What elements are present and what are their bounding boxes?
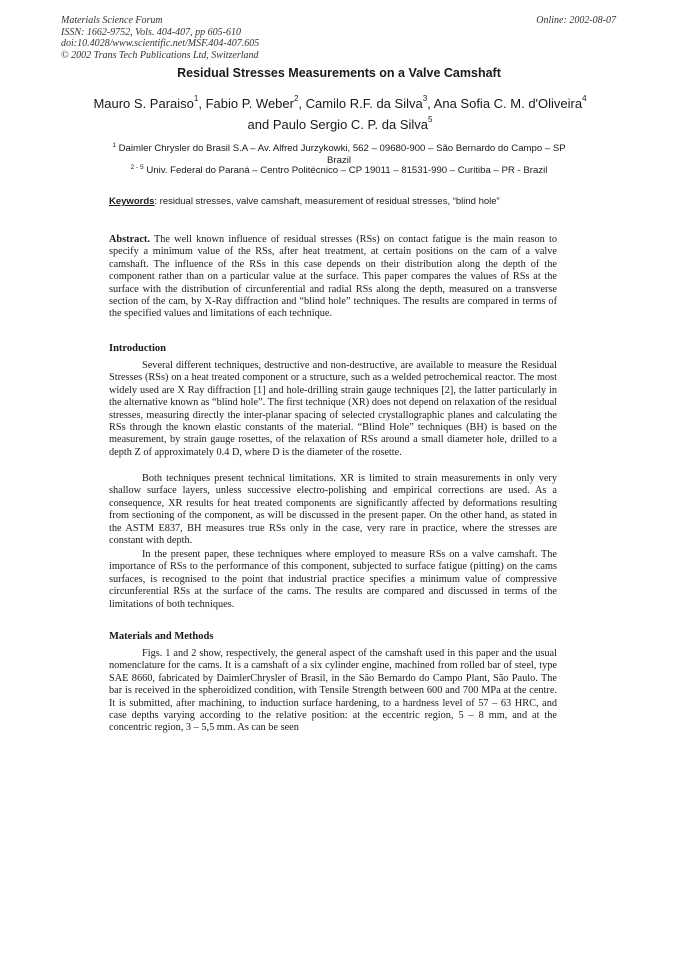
keywords-line <box>109 196 500 207</box>
abstract-paragraph <box>109 234 557 321</box>
author-sep: , <box>198 96 206 111</box>
author-list <box>90 93 590 135</box>
keywords-text: : residual stresses, valve camshaft, measurement of residual stresses, “blind hole” <box>154 196 500 207</box>
affiliation-text: Daimler Chrysler do Brasil S.A – Av. Alfred Jurzykowki, 562 – 09680-900 – São Bernardo do Campo – SP Brazil <box>118 143 566 166</box>
materials-heading: Materials and Methods <box>109 631 214 642</box>
author-name: Camilo R.F. da Silva <box>305 96 423 111</box>
author-sup: 1 <box>193 94 199 103</box>
author-sep: , <box>298 96 306 111</box>
abstract-label: Abstract. <box>109 234 150 245</box>
author-sup: 4 <box>582 94 587 103</box>
intro-paragraph-2: Both techniques present technical limitations. XR is limited to strain measurements in only very shallow surface layers, unless successive electro-polishing and empirical corrections are used. As a consequence, XR results for heat treated components are significantly affected by deformations resulting from sectioning of the component, as will be discussed in the present paper. On the other hand, as stated in the ASTM E837, BH measures true RSs only in the case, very rare in practice, where the stresses are constant with depth. <box>109 473 557 547</box>
intro-paragraph-3: In the present paper, these techniques where employed to measure RSs on a valve camshaft. The importance of RSs to the performance of this component, subjected to surface fatigue (pitting) on the cams surfaces, is recognised to the point that industrial practice specifies a minimum value of compressive circunferential RSs at the surface of the cams. The results are compared and discussed in terms of the limitations of both techniques. <box>109 549 557 610</box>
author-sup: 2 <box>293 94 299 103</box>
affiliation-2 <box>105 165 573 177</box>
author-sep: , <box>427 96 434 111</box>
copyright-line: © 2002 Trans Tech Publications Ltd, Switzerland <box>61 49 259 61</box>
affiliation-text: Univ. Federal do Paraná – Centro Politécnico – CP 19011 – 81531-990 – Curitiba – PR - Brazil <box>146 165 548 176</box>
author-name: Mauro S. Paraiso <box>93 96 194 111</box>
affiliation-sup: 2 - 5 <box>130 164 144 171</box>
online-date: Online: 2002-08-07 <box>536 15 616 26</box>
journal-name: Materials Science Forum <box>61 15 163 26</box>
author-sup: 3 <box>422 94 428 103</box>
author-sep: and <box>247 117 273 132</box>
author-sup: 5 <box>428 115 433 124</box>
abstract-text: The well known influence of residual stresses (RSs) on contact fatigue is the main reason to specify a minimum value of the RSs, after heat treatment, at certain positions on the cam of a valve camshaft. The influence of the RSs in this case depends on their distribution along the depth of the component rather than on a particular value at the surface. This paper compares the values of RSs at the surface with the distribution of circunferential and radial RSs along the depth, measured on a transverse section of the cam, by X-Ray diffraction and “blind hole” techniques. The results are compared in terms of the specified values and limitations of each technique. <box>109 234 557 320</box>
issn-line: ISSN: 1662-9752, Vols. 404-407, pp 605-610 <box>61 26 241 38</box>
paper-title: Residual Stresses Measurements on a Valve Camshaft <box>177 66 501 80</box>
journal-info <box>61 15 259 61</box>
author-name: Paulo Sergio C. P. da Silva <box>272 117 428 132</box>
author-name: Ana Sofia C. M. d'Oliveira <box>433 96 583 111</box>
intro-paragraph-1: Several different techniques, destructive and non-destructive, are available to measure the Residual Stresses (RSs) on a heat treated component or a structure, such as a welded petrochemical reactor. The most widely used are X Ray diffraction [1] and hole-drilling strain gauge techniques [2], the latter particularly in the alternative known as “blind hole”. The first technique (XR) does not depend on relaxation of the residual stresses, measuring directly the inter-planar spacing of selected crystallographic planes and calculating the RSs through the known elastic constants of the material. “Blind Hole” techniques (BH) is based on the measurement, by strain gauge rosettes, of the relaxation of RSs around a small diameter hole, drilled to a depth Z of approximately 0.4 D, where D is the diameter of the rosette. <box>109 360 557 458</box>
doi-line: doi:10.4028/www.scientific.net/MSF.404-407.605 <box>61 38 260 49</box>
affiliation-1 <box>105 143 573 166</box>
keywords-label: Keywords <box>109 196 155 207</box>
author-name: Fabio P. Weber <box>205 96 294 111</box>
materials-paragraph-1: Figs. 1 and 2 show, respectively, the general aspect of the camshaft used in this paper and the usual nomenclature for the cams. It is a camshaft of a six cylinder engine, machined from rolled bar of steel, type SAE 8660, fabricated by DaimlerChrysler of Brasil, in the São Bernardo do Campo Plant, São Paulo. The bar is received in the spheroidized condition, with Tensile Strength between 600 and 700 MPa at the centre. It is submitted, after machining, to induction surface hardening, to a hardness level of 57 – 63 HRC, and case depths varying according to the relative position: at the eccentric region, 5 – 8 mm, and at the concentric region, 3 – 5,5 mm. As can be seen <box>109 648 557 734</box>
affiliation-sup: 1 <box>112 142 116 149</box>
introduction-heading: Introduction <box>109 343 166 354</box>
